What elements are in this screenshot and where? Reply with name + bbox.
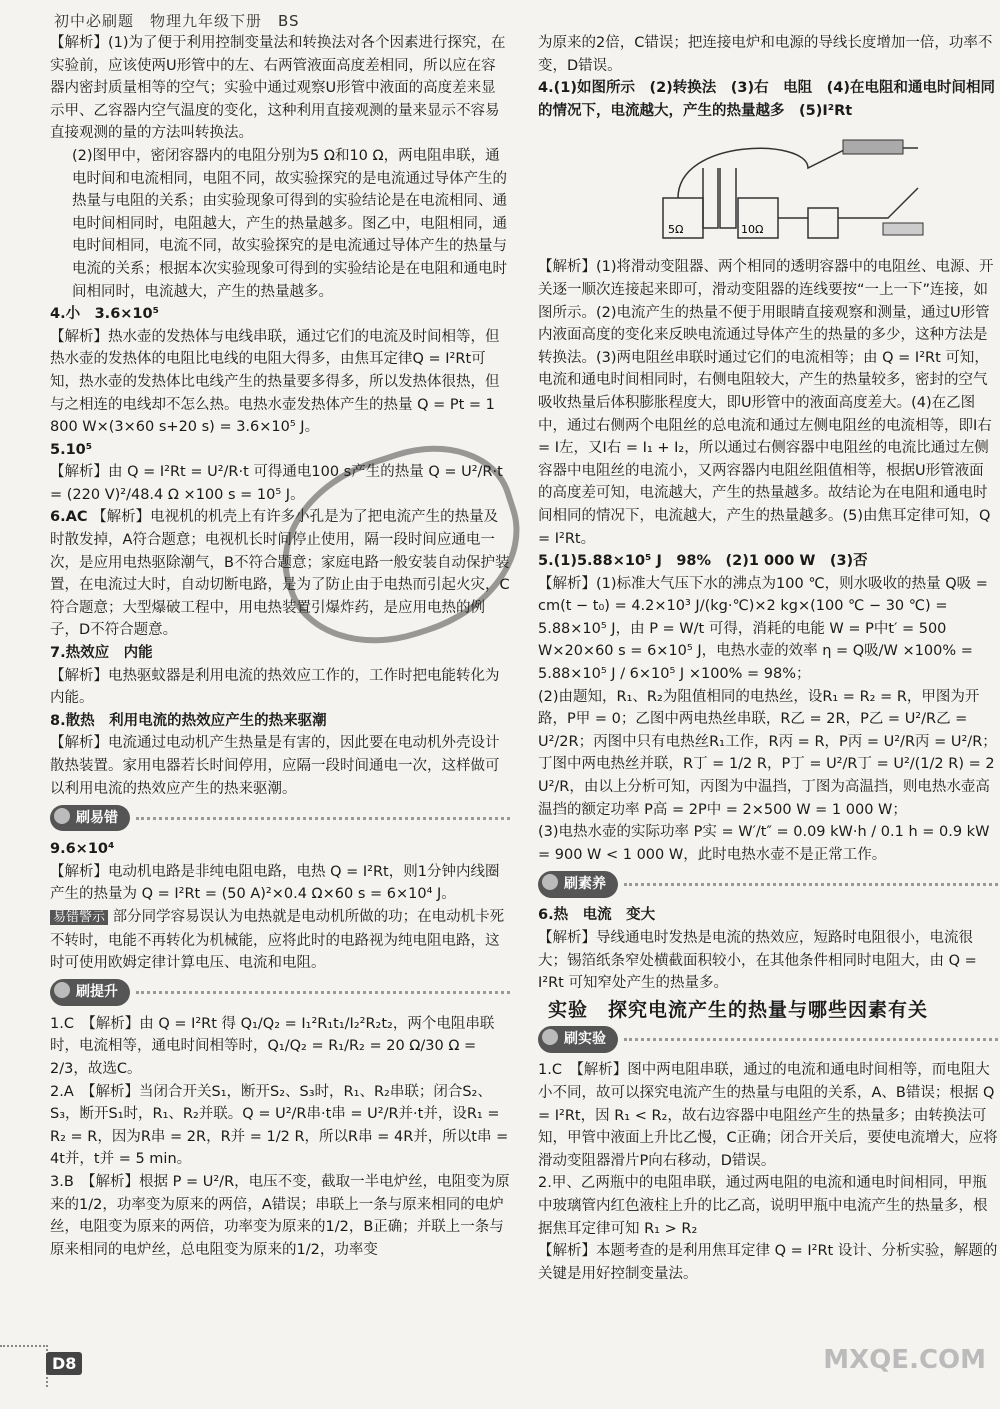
section-badge: 刷实验 bbox=[538, 1026, 618, 1053]
analysis-paragraph: 【解析】(1)为了便于利用控制变量法和转换法对各个因素进行探究，在实验前，应该使两U形管中的左、右两管液面高度差相同，所以应在容器内密封质量相等的空气；实验中通过观察U形管中液面的高度差来显示甲、乙容器内空气温度的变化，这种利用直接观测的量来显示不容易直接观测的量的方法叫转换法。 bbox=[50, 35, 506, 142]
answer-7: 7.热效应 内能 bbox=[50, 645, 153, 662]
answer-2: 2.A 【解析】当闭合开关S₁，断开S₂、S₃时，R₁、R₂串联；闭合S₂、S₃，断开S₁时，R₁、R₂并联。Q = U²/R串·t串 = U²/R并·t并，设R₁ = R₂ = R，因为R串 = 2R，R并 = 1/2 R，所以R串 = 4R并，所以t串 = 4t并，t并 = 5 min。 bbox=[50, 1083, 509, 1168]
right-column bbox=[538, 32, 998, 1285]
watermark-logo: MXQE.COM bbox=[823, 1345, 986, 1375]
section-heading bbox=[538, 1025, 998, 1053]
analysis-5: 【解析】由 Q = I²Rt = U²/R·t 可得通电100 s产生的热量 Q = U²/R·t = (220 V)²/48.4 Ω ×100 s = 10⁵ J。 bbox=[50, 464, 503, 503]
resistor-label-b: 10Ω bbox=[741, 223, 764, 237]
analysis-8: 【解析】电流通过电动机产生热量是有害的，因此要在电动机外壳设计散热装置。家用电器若长时间停用，应隔一段时间通电一次，这样做可以利用电流的热效应产生的热来驱潮。 bbox=[50, 735, 500, 797]
section-heading bbox=[538, 870, 998, 898]
analysis-paragraph: (2)图甲中，密闭容器内的电阻分别为5 Ω和10 Ω，两电阻串联，通电时间和电流相同，电阻不同，故实验探究的是电流通过导体产生的热量与电阻的关系；由实验现象可得到的实验结论是在电流相同、通电时间相同时，电阻越大，产生的热量越多。图乙中，电阻相同，通电时间相同，电流不同，故实验探究的是电流通过导体产生的热量与电流的关系；根据本次实验现象可得到的实验结论是在电阻和通电时间相同时，电流越大，产生的热量越多。 bbox=[72, 147, 507, 300]
analysis-9: 【解析】电动机电路是非纯电阻电路，电热 Q = I²Rt，则1分钟内线圈产生的热量为 Q = I²Rt = (50 A)²×0.4 Ω×60 s = 6×10⁴ J。 bbox=[50, 863, 500, 903]
answer-9: 9.6×10⁴ bbox=[50, 841, 115, 858]
answer-4: 4.小 3.6×10⁵ bbox=[50, 306, 159, 323]
experiment-title: 实验 探究电流产生的热量与哪些因素有关 bbox=[548, 998, 929, 1021]
answer-6: 6.热 电流 变大 bbox=[538, 907, 656, 924]
warning-tag: 易错警示 bbox=[50, 910, 108, 925]
circuit-diagram bbox=[538, 128, 998, 248]
experiment-answer-1: 1.C 【解析】图中两电阻串联，通过的电流和通电时间相等，而电阻大小不同，故可以探究电流产生的热量与电阻的关系，A、B错误；根据 Q = I²Rt，因 R₁ < R₂，故右边容器中电阻丝产生的热量多；由转换法可知，甲管中液面上升比乙慢，C正确；闭合开关后，要使电流增大，应将滑动变阻器滑片P向右移动，D错误。 bbox=[538, 1062, 998, 1169]
analysis-4: 【解析】热水壶的发热体与电线串联，通过它们的电流及时间相等，但热水壶的发热体的电阻比电线的电阻大得多，由焦耳定律Q = I²Rt可知，热水壶的发热体比电线产生的热量要多得多，所以发热体很热，但与之相连的电线却不怎么热。电热水壶发热体产生的热量 Q = Pt = 1 800 W×(3×60 s+20 s) = 3.6×10⁵ J。 bbox=[50, 328, 500, 436]
analysis-5: 【解析】(1)标准大气压下水的沸点为100 ℃，则水吸收的热量 Q吸 = cm(t − t₀) = 4.2×10³ J/(kg·℃)×2 kg×(100 ℃ − 30 ℃) = 5.88×10⁵ J，由 P = W/t 可得，消耗的电能 W = P中t′ = 500 W×20×60 s = 6×10⁵ J，电热水壶的效率 η = Q吸/W ×100% = 5.88×10⁵ J / 6×10⁵ J ×100% = 98%； bbox=[538, 575, 988, 683]
answer-6: 6.AC bbox=[50, 509, 88, 526]
experiment-answer-2: 2.甲、乙两瓶中的电阻串联，通过两电阻的电流和通电时间相同，甲瓶中玻璃管内红色液柱上升的比乙高，说明甲瓶中电流产生的热量多，根据焦耳定律可知 R₁ > R₂ bbox=[538, 1175, 988, 1237]
analysis-7: 【解析】电热驱蚊器是利用电流的热效应工作的，工作时把电能转化为内能。 bbox=[50, 667, 500, 707]
section-badge: 刷易错 bbox=[50, 805, 130, 832]
section-badge: 刷提升 bbox=[50, 979, 130, 1006]
warning-text: 部分同学容易误认为电热就是电动机所做的功；在电动机卡死不转时，电能不再转化为机械能，应将此时的电路视为纯电阻电路，这时可使用欧姆定律计算电压、电流和电阻。 bbox=[50, 908, 505, 972]
analysis-5b: (2)由题知，R₁、R₂为阻值相同的电热丝，设R₁ = R₂ = R，甲图为开路，P甲 = 0；乙图中两电热丝串联，R乙 = 2R，P乙 = U²/R乙 = U²/2R；丙图中只有电热丝R₁工作，R丙 = R，P丙 = U²/R丙 = U²/R；丁图中两电热丝并联，R丁 = 1/2 R，P丁 = U²/R丁 = U²/(1/2 R) = 2 U²/R，由以上分析可知，丙图为中温挡，丁图为高温挡，则电热水壶高温挡的额定功率 P高 = 2P中 = 2×500 W = 1 000 W； bbox=[538, 688, 997, 818]
answer-4: 4.(1)如图所示 (2)转换法 (3)右 电阻 (4)在电阻和通电时间相同的情况下，电流越大，产生的热量越多 (5)I²Rt bbox=[538, 80, 995, 119]
continued-text: 为原来的2倍，C错误；把连接电炉和电源的导线长度增加一倍，功率不变，D错误。 bbox=[538, 35, 993, 74]
analysis-6: 【解析】导线通电时发热是电流的热效应，短路时电阻很小，电流很大；锡箔纸条窄处横截面积较小，在其他条件相同时电阻大，由 Q = I²Rt 可知窄处产生的热量多。 bbox=[538, 930, 977, 992]
page-number: D8 bbox=[46, 1352, 82, 1375]
page-corner-decoration bbox=[0, 1345, 48, 1387]
page-header: 初中必刷题 物理九年级下册 BS bbox=[54, 12, 300, 30]
section-heading bbox=[50, 979, 510, 1007]
analysis-4: 【解析】(1)将滑动变阻器、两个相同的透明容器中的电阻丝、电源、开关逐一顺次连接起来即可，滑动变阻器的连线要按“一上一下”连接，如图所示。(2)电流产生的热量不便于用眼睛直接观察和测量，通过U形管内液面高度的变化来反映电流通过导体产生的热量的多少，这种方法是转换法。(3)两电阻丝串联时通过它们的电流相等；由 Q = I²Rt 可知，电流和通电时间相同时，右侧电阻较大，产生的热量较多，密封的空气吸收热量后体积膨胀程度大，即U形管中的液面高度差大。(4)在乙图中，通过右侧两个电阻丝的总电流和通过左侧电阻丝的电流相等，即I右 = I左，又I右 = I₁ + I₂，所以通过右侧容器中电阻丝的电流比通过左侧容器中电阻丝的电流小，又两容器内电阻丝阻值相等，根据U形管液面的高度差可知，电流越大，产生的热量越多。故结论为在电阻和通电时间相同的情况下，电流越大，产生的热量越多。(5)由焦耳定律可知，Q = I²Rt。 bbox=[538, 259, 994, 547]
left-column bbox=[50, 32, 510, 1261]
resistor-label-a: 5Ω bbox=[668, 223, 684, 237]
analysis-6: 【解析】电视机的机壳上有许多小孔是为了把电流产生的热量及时散发掉，A符合题意；电视机长时间停止使用，隔一段时间应通电一次，是应用电热驱除潮气，B不符合题意；家庭电路一般安装自动保护装置，在电流过大时，自动切断电路，是为了防止由于电热而引起火灾，C符合题意；大型爆破工程中，用电热装置引爆炸药，是应用电热的例子，D不符合题意。 bbox=[50, 509, 510, 639]
section-badge: 刷素养 bbox=[538, 871, 618, 898]
answer-5: 5.10⁵ bbox=[50, 441, 93, 458]
analysis-5c: (3)电热水壶的实际功率 P实 = W′/t″ = 0.09 kW·h / 0.1 h = 0.9 kW = 900 W < 1 000 W，此时电热水壶不是正常工作。 bbox=[538, 824, 990, 863]
answer-1: 1.C 【解析】由 Q = I²Rt 得 Q₁/Q₂ = I₁²R₁t₁/I₂²R₂t₂，两个电阻串联时，电流相等，通电时间相等时，Q₁/Q₂ = R₁/R₂ = 20 Ω/30 Ω = 2/3，故选C。 bbox=[50, 1015, 495, 1077]
section-heading bbox=[50, 804, 510, 832]
answer-8: 8.散热 利用电流的热效应产生的热来驱潮 bbox=[50, 712, 327, 729]
answer-5: 5.(1)5.88×10⁵ J 98% (2)1 000 W (3)否 bbox=[538, 553, 868, 570]
experiment-analysis-2: 【解析】本题考查的是利用焦耳定律 Q = I²Rt 设计、分析实验，解题的关键是用好控制变量法。 bbox=[538, 1243, 998, 1282]
answer-3: 3.B 【解析】根据 P = U²/R，电压不变，截取一半电炉丝，电阻变为原来的1/2，功率变为原来的两倍，A错误；串联上一条与原来相同的电炉丝，电阻变为原来的两倍，功率变为原来的1/2，B正确；并联上一条与原来相同的电炉丝，总电阻变为原来的1/2，功率变 bbox=[50, 1173, 510, 1258]
